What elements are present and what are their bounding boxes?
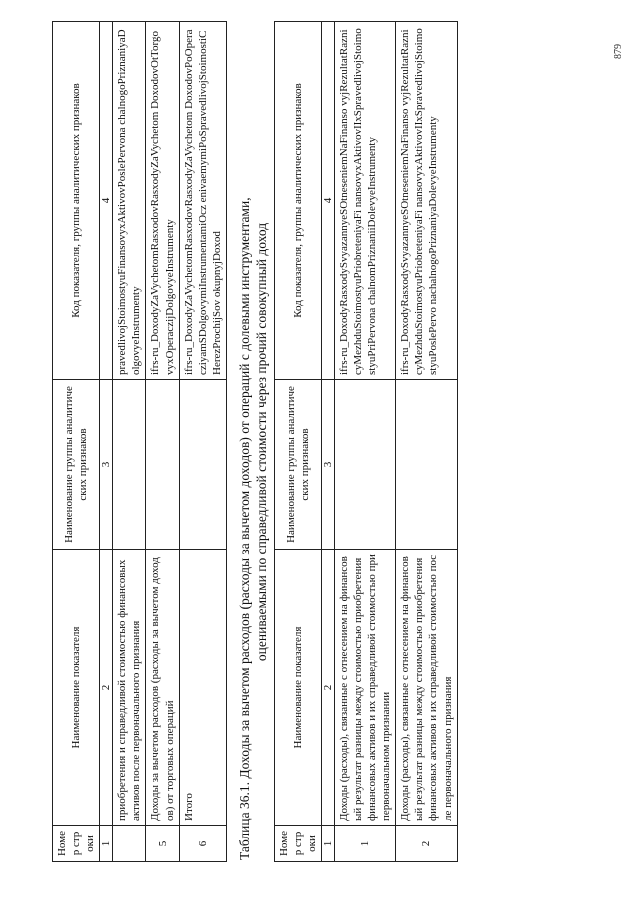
header-group-name: Наименование группы аналитических признаков xyxy=(53,380,100,550)
table-2-column-numbers xyxy=(321,22,334,862)
header-indicator-name: Наименование показателя xyxy=(274,550,321,826)
table-1 xyxy=(52,21,227,862)
indicator-code: ifrs-ru_DoxodyZaVychetomRasxodovRasxodyZaVychetom DoxodovPoOperacziyamSDolgovymiInstrumentamiOcz enivaemymiPoSpravedlivojStoimostiCHerezProchijSov okupnyjDoxod xyxy=(179,22,226,380)
column-number: 1 xyxy=(100,826,113,862)
table-row xyxy=(396,22,457,862)
group-name xyxy=(334,380,395,550)
column-number: 3 xyxy=(321,380,334,550)
row-number: 2 xyxy=(396,826,457,862)
table-row xyxy=(179,22,226,862)
group-name xyxy=(396,380,457,550)
column-number: 1 xyxy=(321,826,334,862)
group-name xyxy=(179,380,226,550)
row-number: 5 xyxy=(146,826,179,862)
column-number: 4 xyxy=(321,22,334,380)
page-number: 879 xyxy=(613,44,624,59)
table-row xyxy=(113,22,146,862)
header-code: Код показателя, группы аналитических признаков xyxy=(53,22,100,380)
header-code: Код показателя, группы аналитических признаков xyxy=(274,22,321,380)
table-1-header-row xyxy=(53,22,100,862)
header-row-number: Номер строки xyxy=(53,826,100,862)
table-row xyxy=(334,22,395,862)
table-row xyxy=(146,22,179,862)
row-number: 6 xyxy=(179,826,226,862)
column-number: 3 xyxy=(100,380,113,550)
rotated-page-content xyxy=(52,22,612,862)
header-row-number: Номер строки xyxy=(274,826,321,862)
caption-line-2: оцениваемыми по справедливой стоимости через прочий совокупный доход xyxy=(253,222,269,662)
table-caption xyxy=(237,22,271,862)
indicator-code: ifrs-ru_DoxodyRasxodySvyazannyeSOtneseniemNaFinanso vyjRezultatRaznicyMezhduStoimostyuPriobreteniyaFi nansovyxAktivovIIxSpravedlivojStoimostyuPoslePervo nachalnogoPriznaniyaDolevyeInstrumenty xyxy=(396,22,457,380)
indicator-name: Итого xyxy=(179,550,226,826)
column-number: 2 xyxy=(321,550,334,826)
indicator-name: приобретения и справедливой стоимостью финансовых активов после первоначального признания xyxy=(113,550,146,826)
column-number: 4 xyxy=(100,22,113,380)
group-name xyxy=(146,380,179,550)
header-group-name: Наименование группы аналитических признаков xyxy=(274,380,321,550)
indicator-code: ifrs-ru_DoxodyRasxodySvyazannyeSOtneseniemNaFinanso vyjRezultatRaznicyMezhduStoimostyuPriobreteniyaFi nansovyxAktivovIIxSpravedlivojStoimostyuPriPervona chalnomPriznaniiDolevyeInstrumenty xyxy=(334,22,395,380)
table-2 xyxy=(274,21,458,862)
indicator-name: Доходы за вычетом расходов (расходы за вычетом доходов) от торговых операций xyxy=(146,550,179,826)
row-number xyxy=(113,826,146,862)
group-name xyxy=(113,380,146,550)
row-number: 1 xyxy=(334,826,395,862)
caption-line-1: Таблица 36.1. Доходы за вычетом расходов (расходы за вычетом доходов) от операций с долевыми инструментами, xyxy=(236,197,252,860)
column-number: 2 xyxy=(100,550,113,826)
header-indicator-name: Наименование показателя xyxy=(53,550,100,826)
table-1-column-numbers xyxy=(100,22,113,862)
indicator-name: Доходы (расходы), связанные с отнесением на финансовый результат разницы между стоимостью приобретения финансовых активов и их справедливой стоимостью после первоначального признания xyxy=(396,550,457,826)
indicator-code: pravedlivojStoimostyuFinansovyxAktivovPoslePervona chalnogoPriznaniyaDolgovyeInstrumenty xyxy=(113,22,146,380)
indicator-name: Доходы (расходы), связанные с отнесением на финансовый результат разницы между стоимостью приобретения финансовых активов и их справедливой стоимостью при первоначальном признании xyxy=(334,550,395,826)
indicator-code: ifrs-ru_DoxodyZaVychetomRasxodovRasxodyZaVychetom DoxodovOtTorgovyxOperaczijDolgovyeInstrumenty xyxy=(146,22,179,380)
table-2-header-row xyxy=(274,22,321,862)
